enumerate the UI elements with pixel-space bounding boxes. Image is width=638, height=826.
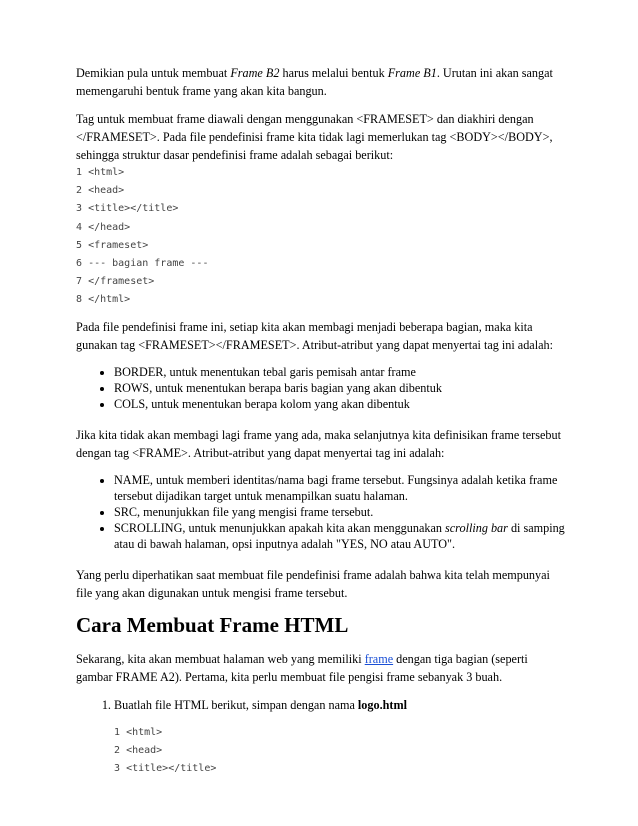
document-page bbox=[76, 64, 566, 788]
code-line: 1 <html> bbox=[76, 167, 125, 178]
paragraph-intro-frame: Sekarang, kita akan membuat halaman web yang memiliki frame dengan tiga bagian (seperti gambar FRAME A2). Pertama, kita perlu membuat file pengisi frame sebanyak 3 buah. bbox=[76, 651, 528, 684]
list-item: • ROWS, untuk menentukan berapa baris bagian yang akan dibentuk bbox=[114, 380, 566, 396]
list-item: • NAME, untuk memberi identitas/nama bagi frame tersebut. Fungsinya adalah ketika frame tersebut dijadikan target untuk menampilkan suatu halaman. bbox=[114, 472, 566, 504]
frame-link[interactable]: frame bbox=[364, 651, 394, 666]
list-item: • BORDER, untuk menentukan tebal garis pemisah antar frame bbox=[114, 364, 566, 380]
list-item: • SCROLLING, untuk menunjukkan apakah kita akan menggunakan scrolling bar di samping atau di bawah halaman, opsi inputnya adalah "YES, NO atau AUTO". bbox=[114, 520, 566, 552]
code-line: 3 <title></title> bbox=[76, 203, 179, 215]
section-heading: Cara Membuat Frame HTML bbox=[76, 612, 349, 637]
list-frame-attributes bbox=[76, 472, 566, 552]
code-line: 5 <frameset> bbox=[76, 239, 149, 251]
list-frameset-attributes bbox=[76, 364, 566, 412]
code-line: 6 --- bagian frame --- bbox=[76, 258, 209, 270]
code-line: 7 </frameset> bbox=[76, 276, 155, 288]
code-line: 2 <head> bbox=[114, 744, 163, 756]
steps-list bbox=[76, 696, 566, 779]
code-block-frameset bbox=[76, 164, 566, 310]
paragraph-note: Yang perlu diperhatikan saat membuat file pendefinisi frame adalah bahwa kita telah mempunyai file yang akan digunakan untuk mengisi frame tersebut. bbox=[76, 567, 550, 600]
code-line: 2 <head> bbox=[76, 185, 125, 197]
code-line: 3 <title></title> bbox=[114, 763, 217, 775]
paragraph-frameset-tag: Tag untuk membuat frame diawali dengan menggunakan <FRAMESET> dan diakhiri dengan </FRAMESET>. Pada file pendefinisi frame kita tidak lagi memerlukan tag <BODY></BODY>, sehingga struktur dasar pendefinisi frame adalah sebagai berikut: bbox=[76, 112, 553, 162]
code-block-logo bbox=[114, 724, 566, 779]
code-line: 8 </html> bbox=[76, 294, 131, 306]
list-item: 1. Buatlah file HTML berikut, simpan dengan nama logo.html 1 <html> 2 <head> 3 <title></title> bbox=[114, 696, 566, 779]
list-item: • SRC, menunjukkan file yang mengisi frame tersebut. bbox=[114, 504, 566, 520]
list-item: • COLS, untuk menentukan berapa kolom yang akan dibentuk bbox=[114, 396, 566, 412]
code-line: 1 <html> bbox=[114, 726, 163, 738]
code-line: 4 </head> bbox=[76, 221, 131, 233]
paragraph-frame-tag: Jika kita tidak akan membagi lagi frame yang ada, maka selanjutnya kita definisikan frame tersebut dengan tag <FRAME>. Atribut-atribut yang dapat menyertai tag ini adalah: bbox=[76, 427, 561, 460]
paragraph-frameset-attrs: Pada file pendefinisi frame ini, setiap kita akan membagi menjadi beberapa bagian, maka kita gunakan tag <FRAMESET></FRAMESET>. Atribut-atribut yang dapat menyertai tag ini adalah: bbox=[76, 319, 553, 352]
paragraph-intro: Demikian pula untuk membuat Frame B2 harus melalui bentuk Frame B1. Urutan ini akan sangat memengaruhi bentuk frame yang akan kita bangun. bbox=[76, 66, 553, 98]
